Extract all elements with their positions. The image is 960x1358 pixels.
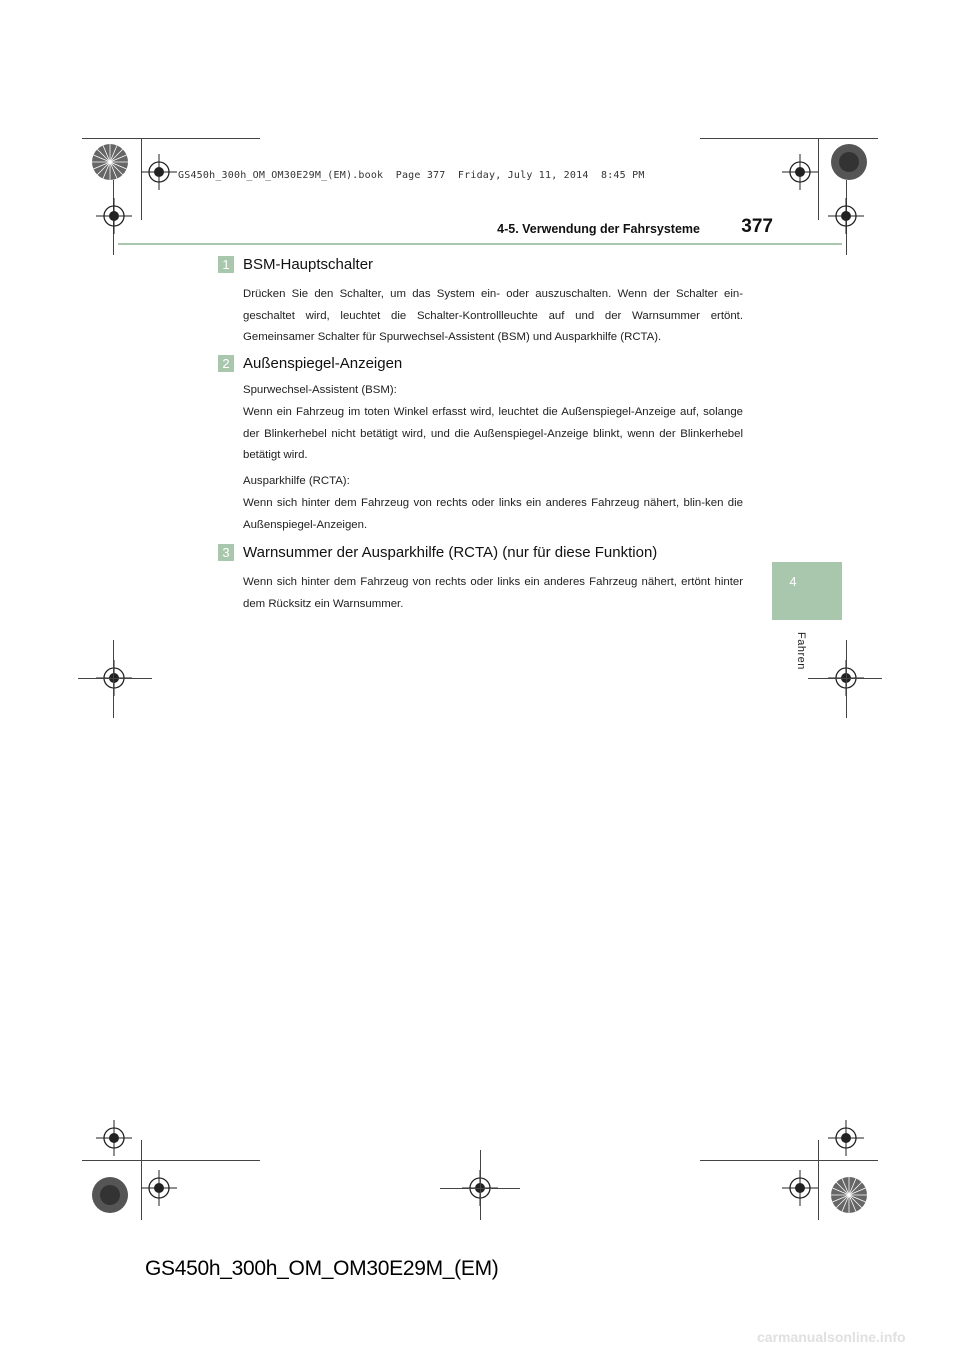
chapter-tab <box>772 562 842 620</box>
crop-line <box>700 1160 878 1161</box>
item-paragraph: Spurwechsel-Assistent (BSM): <box>243 384 397 396</box>
crop-line <box>113 640 114 718</box>
registration-mark-icon <box>141 1170 177 1206</box>
item-number-badge: 1 <box>218 256 234 273</box>
registration-mark-icon <box>782 1170 818 1206</box>
crop-line <box>818 138 819 220</box>
starburst-mark-icon <box>90 142 130 182</box>
crop-line <box>82 138 260 139</box>
registration-mark-icon <box>782 154 818 190</box>
registration-mark-icon <box>96 198 132 234</box>
registration-mark-icon <box>96 1120 132 1156</box>
crop-line <box>846 640 847 718</box>
starburst-mark-icon <box>829 1175 869 1215</box>
crop-line <box>700 138 878 139</box>
item-paragraph: Wenn sich hinter dem Fahrzeug von rechts oder links ein anderes Fahrzeug nähert, ertönt hinter dem Rücksitz ein Warnsummer. <box>243 576 743 610</box>
item-title: Außenspiegel-Anzeigen <box>243 355 403 372</box>
book-info-line: GS450h_300h_OM_OM30E29M_(EM).book Page 377 Friday, July 11, 2014 8:45 PM <box>178 170 645 181</box>
item-title: BSM-Hauptschalter <box>243 256 374 273</box>
crop-line <box>82 1160 260 1161</box>
chapter-number: 4 <box>789 574 797 589</box>
watermark: carmanualsonline.info <box>757 1329 906 1345</box>
page-number: 377 <box>741 216 773 237</box>
crop-line <box>818 1140 819 1220</box>
item-paragraph: Ausparkhilfe (RCTA): <box>243 475 350 487</box>
starburst-mark-icon <box>829 142 869 182</box>
registration-mark-icon <box>828 1120 864 1156</box>
crop-line <box>808 678 882 679</box>
item-paragraph: Wenn sich hinter dem Fahrzeug von rechts oder links ein anderes Fahrzeug nähert, blin-ken die Außenspiegel-Anzeigen. <box>243 497 743 531</box>
item-paragraph: Wenn ein Fahrzeug im toten Winkel erfasst wird, leuchtet die Außenspiegel-Anzeige auf, solange der Blinkerhebel nicht betätigt wird, und die Außenspiegel-Anzeige blinkt, wenn der Blinkerhebel betätigt wird. <box>243 406 743 461</box>
registration-mark-icon <box>141 154 177 190</box>
footer-doc-id: GS450h_300h_OM_OM30E29M_(EM) <box>145 1257 499 1280</box>
item-number-badge: 3 <box>218 544 234 561</box>
section-title: 4-5. Verwendung der Fahrsysteme <box>497 222 700 236</box>
item-number-badge: 2 <box>218 355 234 372</box>
crop-line <box>480 1150 481 1220</box>
item-title: Warnsummer der Ausparkhilfe (RCTA) (nur für diese Funktion) <box>243 544 658 561</box>
chapter-label: Fahren <box>795 632 807 670</box>
starburst-mark-icon <box>90 1175 130 1215</box>
header-rule <box>118 243 842 245</box>
crop-line <box>78 678 152 679</box>
registration-mark-icon <box>828 198 864 234</box>
item-paragraph: Drücken Sie den Schalter, um das System ein- oder auszuschalten. Wenn der Schalter ein-geschaltet wird, leuchtet die Schalter-Kontrollleuchte auf und der Warnsummer ertönt. Gemeinsamer Schalter für Spurwechsel-Assistent (BSM) und Ausparkhilfe (RCTA). <box>243 288 743 343</box>
